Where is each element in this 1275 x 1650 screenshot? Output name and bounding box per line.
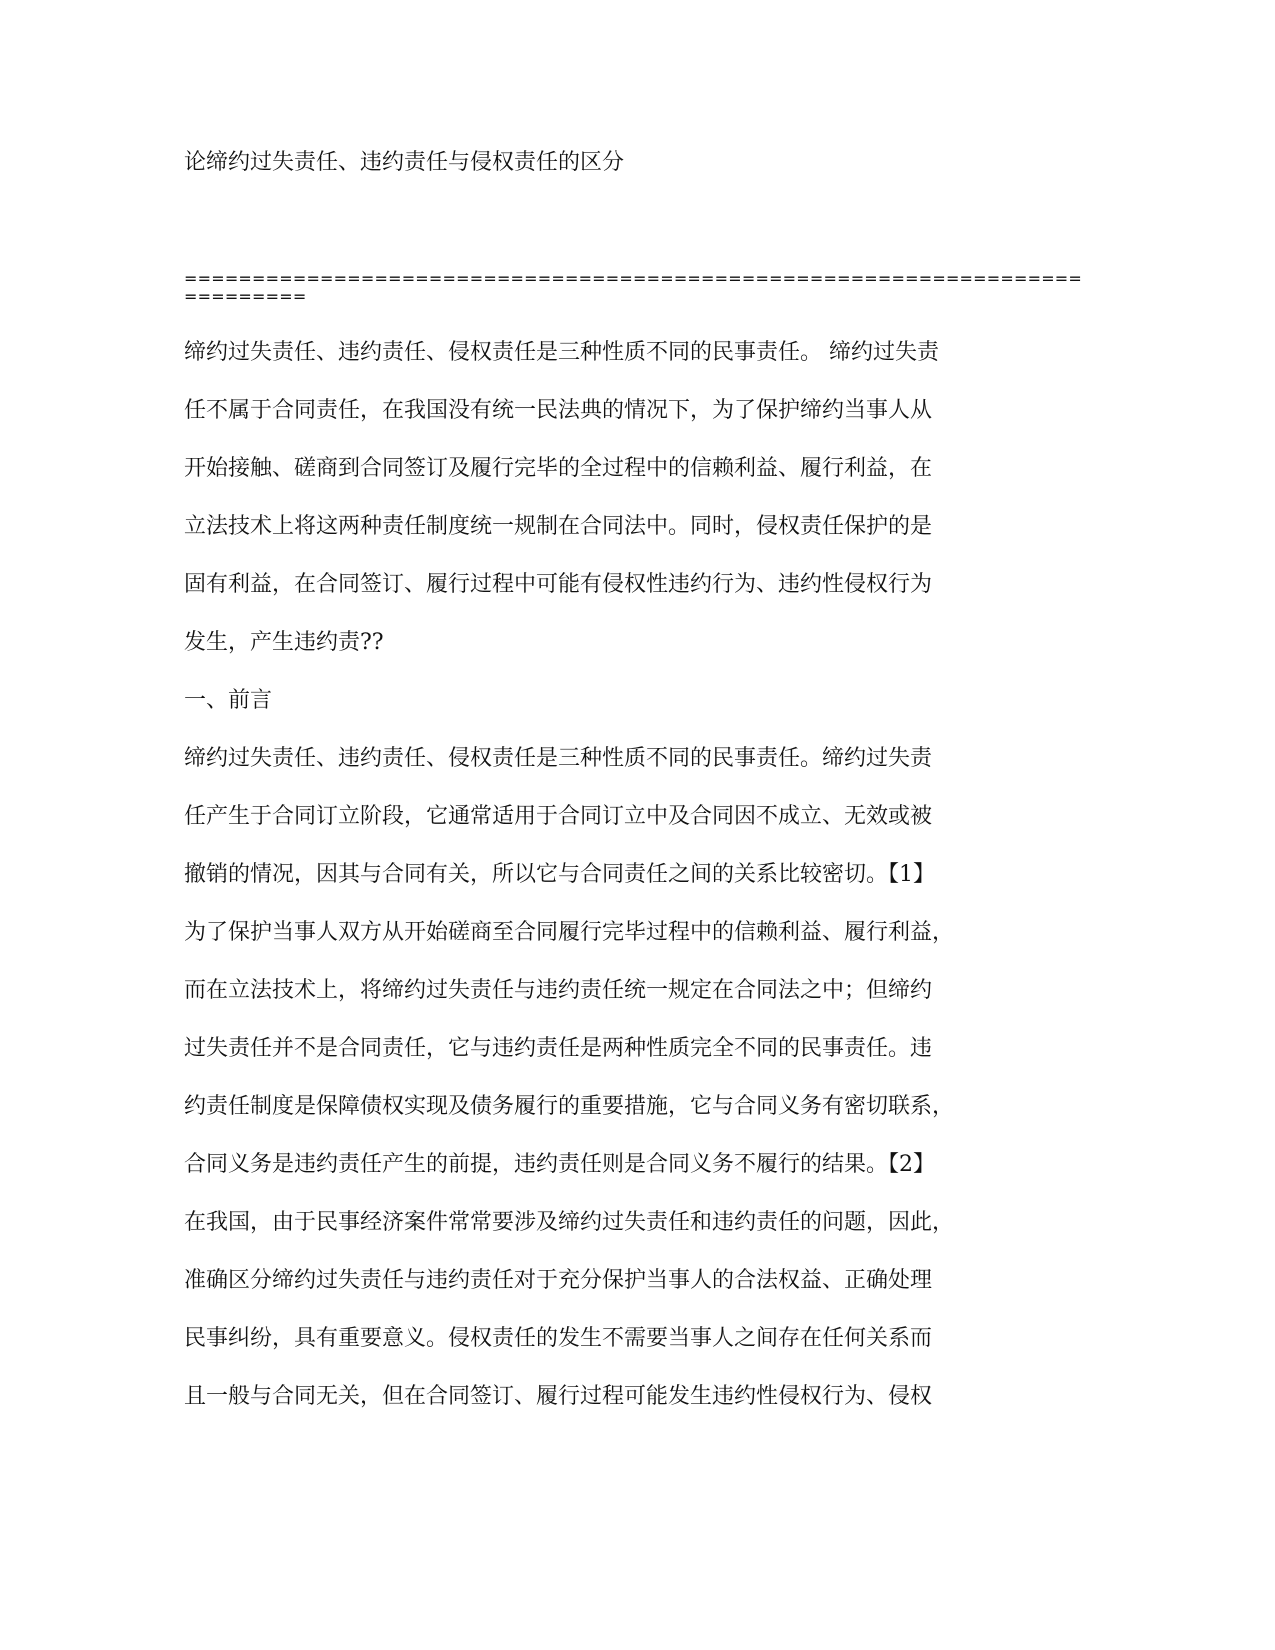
body-line: 且一般与合同无关，但在合同签订、履行过程可能发生违约性侵权行为、侵权 — [184, 1384, 933, 1409]
abstract-line: 任不属于合同责任，在我国没有统一民法典的情况下，为了保护缔约当事人从 — [184, 398, 933, 423]
separator-line: =========================================================================== — [184, 269, 1083, 306]
body-line: 撤销的情况，因其与合同有关，所以它与合同责任之间的关系比较密切。【1】 — [184, 862, 935, 887]
body-line: 而在立法技术上，将缔约过失责任与违约责任统一规定在合同法之中；但缔约 — [184, 978, 933, 1003]
body-line: 民事纠纷，具有重要意义。侵权责任的发生不需要当事人之间存在任何关系而 — [184, 1326, 933, 1351]
body-line: 任产生于合同订立阶段，它通常适用于合同订立中及合同因不成立、无效或被 — [184, 804, 933, 829]
abstract-line: 固有利益，在合同签订、履行过程中可能有侵权性违约行为、违约性侵权行为 — [184, 572, 933, 597]
abstract-line: 缔约过失责任、违约责任、侵权责任是三种性质不同的民事责任。 缔约过失责 — [184, 340, 939, 365]
body-line: 为了保护当事人双方从开始磋商至合同履行完毕过程中的信赖利益、履行利益， — [184, 920, 955, 945]
body-line: 约责任制度是保障债权实现及债务履行的重要措施，它与合同义务有密切联系， — [184, 1094, 955, 1119]
body-line: 过失责任并不是合同责任，它与违约责任是两种性质完全不同的民事责任。违 — [184, 1036, 933, 1061]
document-title: 论缔约过失责任、违约责任与侵权责任的区分 — [184, 150, 625, 175]
body-line: 在我国，由于民事经济案件常常要涉及缔约过失责任和违约责任的问题，因此， — [184, 1210, 955, 1235]
body-line: 缔约过失责任、违约责任、侵权责任是三种性质不同的民事责任。缔约过失责 — [184, 746, 933, 771]
body-line: 准确区分缔约过失责任与违约责任对于充分保护当事人的合法权益、正确处理 — [184, 1268, 933, 1293]
section-heading: 一、前言 — [184, 688, 273, 713]
abstract-line: 发生，产生违约责?? — [184, 630, 384, 655]
abstract-line: 立法技术上将这两种责任制度统一规制在合同法中。同时，侵权责任保护的是 — [184, 514, 933, 539]
abstract-line: 开始接触、磋商到合同签订及履行完毕的全过程中的信赖利益、履行利益，在 — [184, 456, 933, 481]
body-line: 合同义务是违约责任产生的前提，违约责任则是合同义务不履行的结果。【2】 — [184, 1152, 935, 1177]
